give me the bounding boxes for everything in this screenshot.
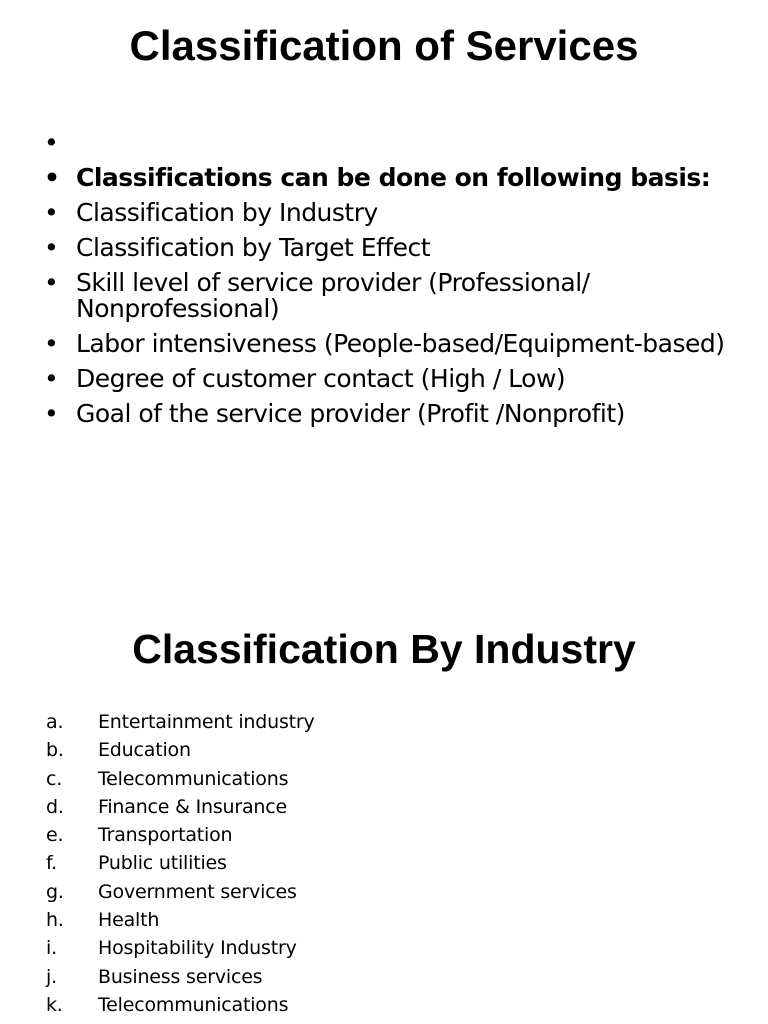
bullet-item [44, 130, 744, 156]
list-marker: b. [46, 739, 64, 762]
list-item-text: Telecommunications [98, 993, 289, 1016]
list-marker: e. [46, 824, 64, 847]
list-item [46, 736, 315, 764]
bullet-dot-icon: • [44, 364, 59, 393]
bullet-dot-icon: • [44, 268, 59, 297]
list-item [46, 878, 315, 906]
slide-title: Classification of Services [129, 22, 639, 69]
list-item [46, 991, 315, 1019]
list-item-text: Hospitability Industry [98, 937, 297, 960]
list-item-text: Health [98, 909, 160, 932]
list-marker: c. [46, 767, 63, 790]
list-item [46, 963, 315, 991]
bullet-item [44, 200, 744, 226]
list-item [46, 821, 315, 849]
list-marker: g. [46, 880, 64, 903]
list-item-text: Transportation [98, 824, 233, 847]
bullet-text: Classification by Industry [76, 198, 378, 227]
bullet-list [44, 130, 744, 436]
list-item [46, 934, 315, 962]
bullet-item [44, 401, 744, 427]
bullet-item [44, 331, 744, 357]
list-marker: j. [46, 965, 57, 988]
list-item [46, 708, 315, 736]
list-marker: d. [46, 795, 64, 818]
list-item-text: Telecommunications [98, 767, 289, 790]
bullet-text: Classifications can be done on following basis: [76, 163, 711, 192]
bullet-item [44, 270, 744, 322]
bullet-text: Labor intensiveness (People-based/Equipment-based) [76, 329, 725, 358]
bullet-item [44, 165, 744, 191]
bullet-text: Skill level of service provider (Professional/ Nonprofessional) [76, 268, 590, 323]
list-item [46, 906, 315, 934]
list-marker: a. [46, 711, 64, 733]
list-item-text: Public utilities [98, 852, 227, 875]
bullet-item [44, 235, 744, 261]
bullet-text: Classification by Target Effect [76, 233, 431, 262]
bullet-text: Goal of the service provider (Profit /Nonprofit) [76, 399, 625, 428]
list-marker: f. [46, 852, 57, 875]
bullet-dot-icon: • [44, 233, 59, 262]
bullet-text: Degree of customer contact (High / Low) [76, 364, 566, 393]
list-item [46, 765, 315, 793]
list-item-text: Entertainment industry [98, 711, 315, 733]
slide-classification-by-industry [0, 560, 768, 1024]
bullet-dot-icon: • [44, 198, 59, 227]
list-item-text: Government services [98, 880, 297, 903]
list-item [46, 849, 315, 877]
list-marker: k. [46, 993, 63, 1016]
bullet-dot-icon: • [44, 128, 59, 157]
list-item [46, 793, 315, 821]
industry-list [46, 708, 315, 1019]
list-item-text: Education [98, 739, 191, 762]
list-marker: i. [46, 937, 57, 960]
list-item-text: Business services [98, 965, 263, 988]
list-item-text: Finance & Insurance [98, 795, 288, 818]
bullet-dot-icon: • [44, 329, 59, 358]
list-marker: h. [46, 909, 64, 932]
slide-title: Classification By Industry [132, 626, 636, 672]
bullet-item [44, 366, 744, 392]
bullet-dot-icon: • [44, 399, 59, 428]
bullet-dot-icon: • [44, 163, 60, 192]
